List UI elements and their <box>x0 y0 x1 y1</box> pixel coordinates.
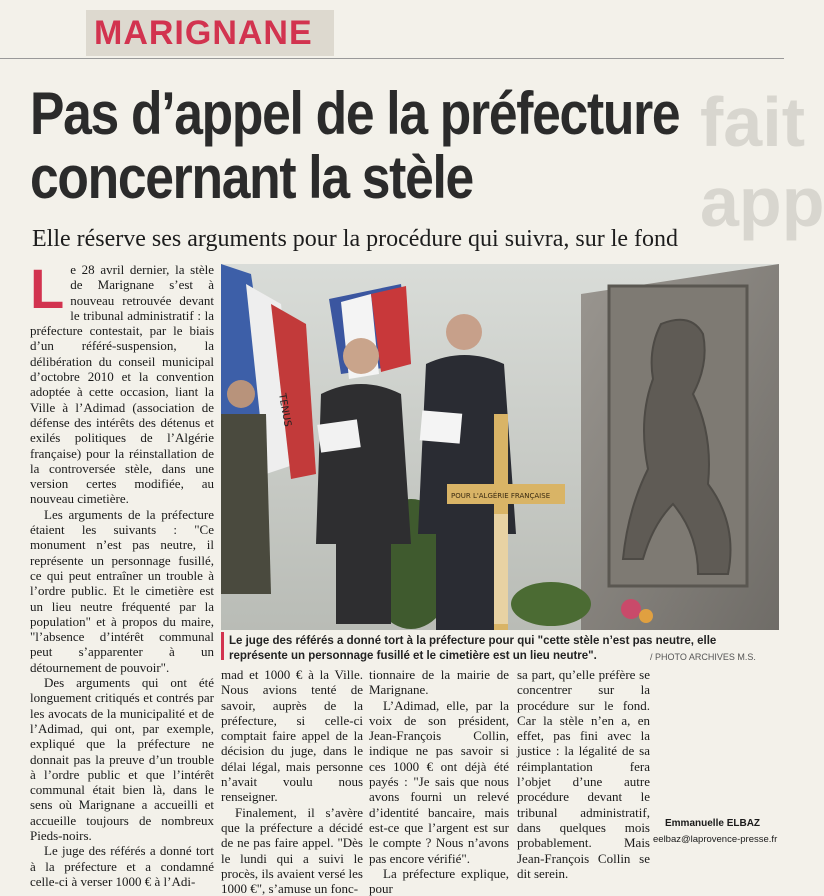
header-rule <box>0 58 784 59</box>
paragraph: L’Adimad, elle, par la voix de son président, Jean-François Collin, indique ne pas savoir si ces 1000 € ont déjà été payés : "Je sais que nous avons fourni un relevé d’identité bancaire, mais est-ce que l’argent est sur le compte ? Nous n’avons pas encore vérifié". <box>369 697 509 866</box>
ceremony-photo-illustration <box>221 264 779 630</box>
article-column-2 <box>221 667 363 896</box>
paragraph: Le 28 avril dernier, la stèle de Marignane s’est à nouveau retrouvée devant le tribunal administratif : la préfecture contestait, par le biais d’un référé-suspension, la délibération du conseil municipal d’octobre 2010 et la convention adoptée à cette occasion, liant la Ville à l’Adimad (association de défense des intérêts des détenus et exilés politiques de l’Algérie française) pour la réinstallation de la controversée stèle, dans une version certes modifiée, au nouveau cimetière. <box>30 257 214 507</box>
paragraph: Des arguments qui ont été longuement critiqués et contrés par les avocats de la municipalité et de l’Adimad, qui ont, par exemple, expliqué que la préfecture ne donnait pas la preuve d’un trouble à l’ordre public et que l’intérêt communal était bien là, dans le sens où Marignane a accueilli et accueille toujours de nombreux Pieds-noirs. <box>30 675 214 843</box>
cross-inscription: POUR L'ALGÉRIE FRANÇAISE <box>451 492 551 500</box>
paragraph: sa part, qu’elle préfère se concentrer sur la procédure sur le fond. Car la stèle n’en a, en effet, pas fini avec la justice : la légalité de sa réimplantation fera l’objet d’une autre procédure devant le tribunal administratif, dans quelques mois probablement. Mais Jean-François Collin se dit serein. <box>517 667 650 881</box>
author-byline: Emmanuelle ELBAZ <box>665 818 761 829</box>
paragraph: Finalement, il s’avère que la préfecture a décidé de ne pas faire appel. "Dès le lundi qui a suivi le procès, ils avaient versé les 1000 €", s’amuse un fonc- <box>221 804 363 896</box>
photo-caption: Le juge des référés a donné tort à la préfecture pour qui "cette stèle n’est pas neutre, elle représente un personnage fusillé et le cimetière est un lieu neutre". <box>229 635 717 662</box>
headline <box>30 80 680 211</box>
drop-cap: L <box>30 257 65 320</box>
subheadline: Elle réserve ses arguments pour la procédure qui suivra, sur le fond <box>32 226 679 252</box>
photo-credit: / PHOTO ARCHIVES M.S. <box>650 652 756 662</box>
headline-line-2: concernant la stèle <box>30 144 473 211</box>
article-column-1 <box>30 257 214 889</box>
paragraph: tionnaire de la mairie de Marignane. <box>369 667 509 698</box>
flag-inscription: TENUS <box>276 392 293 428</box>
paragraph: mad et 1000 € à la Ville. Nous avions tenté de savoir, auprès de la préfecture, si celle-ci comptait faire appel de la décision du juge, dans le délai légal, mais personne n’avait voulu nous renseigner. <box>221 667 363 805</box>
article-photo <box>221 264 779 630</box>
caption-accent <box>221 632 224 660</box>
headline-line-1: Pas d’appel de la préfecture <box>30 80 680 147</box>
author-email: eelbaz@laprovence-presse.fr <box>653 834 778 845</box>
background-headline-fragment: fait app <box>700 83 824 241</box>
article-column-3 <box>369 667 509 896</box>
paragraph: La préfecture explique, pour <box>369 865 509 896</box>
section-header <box>86 10 334 56</box>
section-title: MARIGNANE <box>94 14 313 52</box>
paragraph: Les arguments de la préfecture étaient les suivants : "Ce monument n’est pas neutre, il représente un personnage fusillé, ce qui peut entraîner un trouble à l’ordre public. Et le cimetière est un lieu neutre fréquenté par la population" et à propos du maire, "l’absence d’intérêt communal peut s’apparenter à un détournement de pouvoir". <box>30 506 214 675</box>
paragraph: Le juge des référés a donné tort à la préfecture et a condamné celle-ci à verser 1000 € à l’Adi- <box>30 843 214 889</box>
article-column-4 <box>517 667 650 881</box>
